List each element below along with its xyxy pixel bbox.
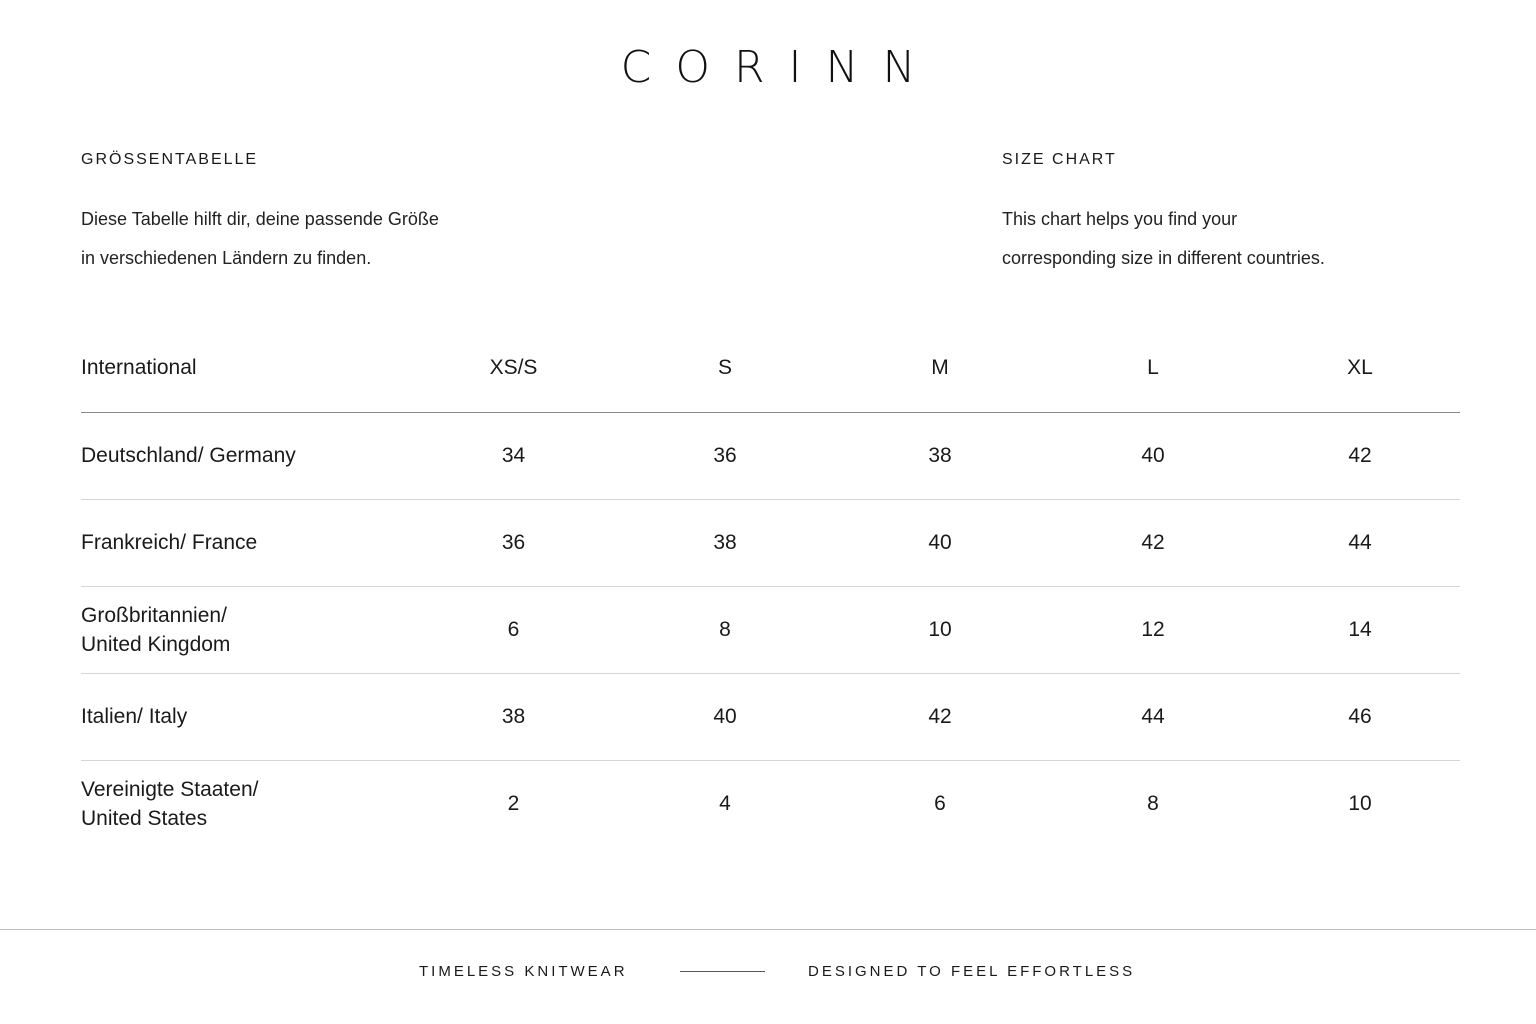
table-row <box>81 412 1460 499</box>
size-cell: 6 <box>934 792 946 816</box>
intro-english <box>1002 148 1522 278</box>
size-cell: 38 <box>928 444 952 467</box>
tagline-left: TIMELESS KNITWEAR <box>419 963 628 980</box>
size-cell: 36 <box>713 444 737 467</box>
country-cell <box>81 499 411 586</box>
intro-text-german-line: Diese Tabelle hilft dir, deine passende Größe <box>81 209 439 229</box>
country-label-line: Vereinigte Staaten/ <box>81 777 259 801</box>
size-cell: 4 <box>719 792 731 816</box>
intro-heading-german: GRÖSSENTABELLE <box>81 151 259 168</box>
tagline-right: DESIGNED TO FEEL EFFORTLESS <box>808 963 1136 980</box>
size-cell: 46 <box>1348 705 1372 728</box>
size-cell: 44 <box>1348 531 1372 554</box>
size-cell: 8 <box>719 618 731 641</box>
size-cell: 40 <box>928 531 952 554</box>
intro-heading-english: SIZE CHART <box>1002 151 1117 168</box>
size-cell: 40 <box>713 705 737 728</box>
size-cell: 38 <box>713 531 737 554</box>
header-size-xl: XL <box>1347 356 1373 380</box>
size-cell: 42 <box>1141 531 1165 554</box>
header-size-xs-s: XS/S <box>489 356 538 380</box>
table-row <box>81 586 1460 673</box>
size-cell: 2 <box>507 792 520 816</box>
size-cell: 8 <box>1147 792 1159 816</box>
size-cell: 10 <box>928 618 952 641</box>
country-cell <box>81 673 411 760</box>
size-cell: 44 <box>1141 705 1165 728</box>
tagline-separator <box>680 971 765 972</box>
brand-logo: CORINN <box>620 42 940 93</box>
footer <box>0 960 1536 984</box>
country-label-line: United States <box>81 806 208 830</box>
table-header-row <box>81 325 1460 412</box>
size-cell: 38 <box>501 705 526 728</box>
country-label: Deutschland/ Germany <box>81 444 296 467</box>
country-cell <box>81 412 411 499</box>
intro-text-english-line: corresponding size in different countries. <box>1002 248 1325 268</box>
country-label: Italien/ Italy <box>81 705 188 728</box>
country-label: Frankreich/ France <box>81 531 258 554</box>
country-label-line: Großbritannien/ <box>81 603 227 627</box>
footer-divider <box>0 929 1536 930</box>
header-size-m: M <box>931 356 949 380</box>
header-size-s: S <box>717 356 732 380</box>
country-cell <box>81 586 411 673</box>
size-cell: 42 <box>928 705 952 728</box>
intro-text-german-line: in verschiedenen Ländern zu finden. <box>81 248 372 268</box>
intro-german <box>81 148 601 278</box>
size-table <box>81 325 1460 847</box>
size-cell: 36 <box>501 531 526 554</box>
size-cell: 10 <box>1348 792 1372 816</box>
size-cell: 34 <box>501 444 526 467</box>
header-size-l: L <box>1147 356 1159 380</box>
size-cell: 12 <box>1141 618 1165 641</box>
size-cell: 40 <box>1141 444 1165 467</box>
table-row <box>81 499 1460 586</box>
country-cell <box>81 760 411 847</box>
header-international: International <box>81 356 197 380</box>
table-row <box>81 760 1460 847</box>
table-row <box>81 673 1460 760</box>
intro-text-english-line: This chart helps you find your <box>1002 209 1238 229</box>
size-cell: 14 <box>1348 618 1372 641</box>
country-label-line: United Kingdom <box>81 632 231 656</box>
size-cell: 6 <box>507 618 520 641</box>
size-cell: 42 <box>1348 444 1372 467</box>
